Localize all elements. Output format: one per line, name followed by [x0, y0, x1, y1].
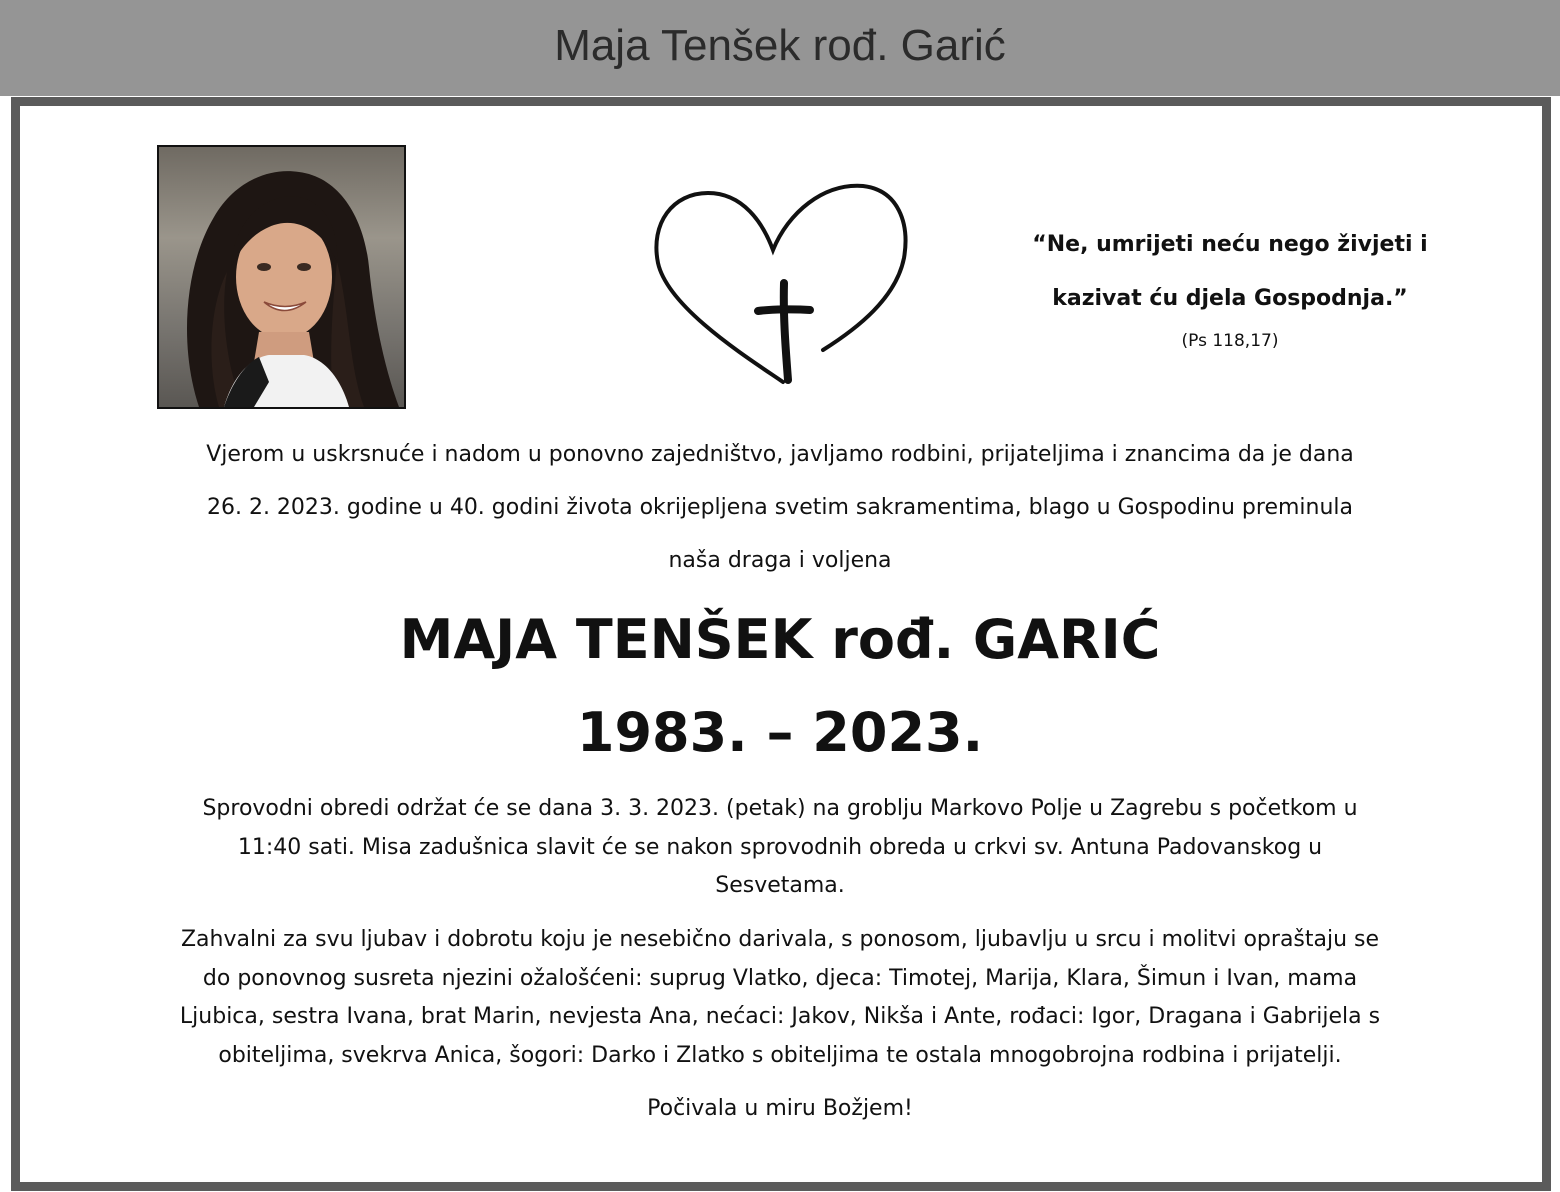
mourners-line-3: Ljubica, sestra Ivana, brat Marin, nevjesta Ana, nećaci: Jakov, Nikša i Ante, rođaci: Igor, Dragana i Gabrijela s	[179, 1004, 1381, 1029]
quote-line-1: “Ne, umrijeti neću nego živjeti i	[1032, 232, 1428, 257]
funeral-line-2: 11:40 sati. Misa zadušnica slavit će se nakon sprovodnih obreda u crkvi sv. Antuna Padovanskog u	[237, 834, 1323, 860]
announcement-line-3: naša draga i voljena	[668, 548, 892, 573]
heart-with-cross-icon	[648, 178, 913, 388]
funeral-line-3: Sesvetama.	[715, 873, 845, 898]
mourners-line-1: Zahvalni za svu ljubav i dobrotu koju je nesebično darivala, s ponosom, ljubavlju u srcu i molitvi opraštaju se	[180, 927, 1380, 952]
announcement-text	[0, 428, 1560, 587]
bible-quote	[1010, 218, 1450, 356]
funeral-line-1: Sprovodni obredi održat će se dana 3. 3. 2023. (petak) na groblju Markovo Polje u Zagrebu s početkom u	[202, 796, 1358, 821]
quote-reference: (Ps 118,17)	[1181, 331, 1279, 351]
page-header	[0, 0, 1560, 96]
deceased-name: MAJA TENŠEK rođ. GARIĆ	[399, 608, 1161, 671]
announcement-line-2: 26. 2. 2023. godine u 40. godini života okrijepljena svetim sakramentima, blago u Gospodinu preminula	[206, 495, 1354, 520]
page-title: Maja Tenšek rođ. Garić	[554, 21, 1006, 70]
funeral-details	[0, 790, 1560, 906]
mourners-line-2: do ponovnog susreta njezini ožalošćeni: suprug Vlatko, djeca: Timotej, Marija, Klara, Šimun i Ivan, mama	[202, 965, 1358, 991]
mourners-text	[0, 921, 1560, 1075]
portrait-image	[159, 147, 404, 407]
mourners-line-4: obiteljima, svekrva Anica, šogori: Darko i Zlatko s obiteljima te ostala mnogobrojna rodbina i prijatelji.	[218, 1042, 1342, 1068]
quote-line-2: kazivat ću djela Gospodnja.”	[1052, 286, 1408, 311]
closing-line: Počivala u miru Božjem!	[647, 1096, 913, 1121]
portrait-photo	[157, 145, 406, 409]
deceased-years: 1983. – 2023.	[576, 701, 984, 764]
announcement-line-1: Vjerom u uskrsnuće i nadom u ponovno zajedništvo, javljamo rodbini, prijateljima i znancima da je dana	[206, 442, 1354, 467]
